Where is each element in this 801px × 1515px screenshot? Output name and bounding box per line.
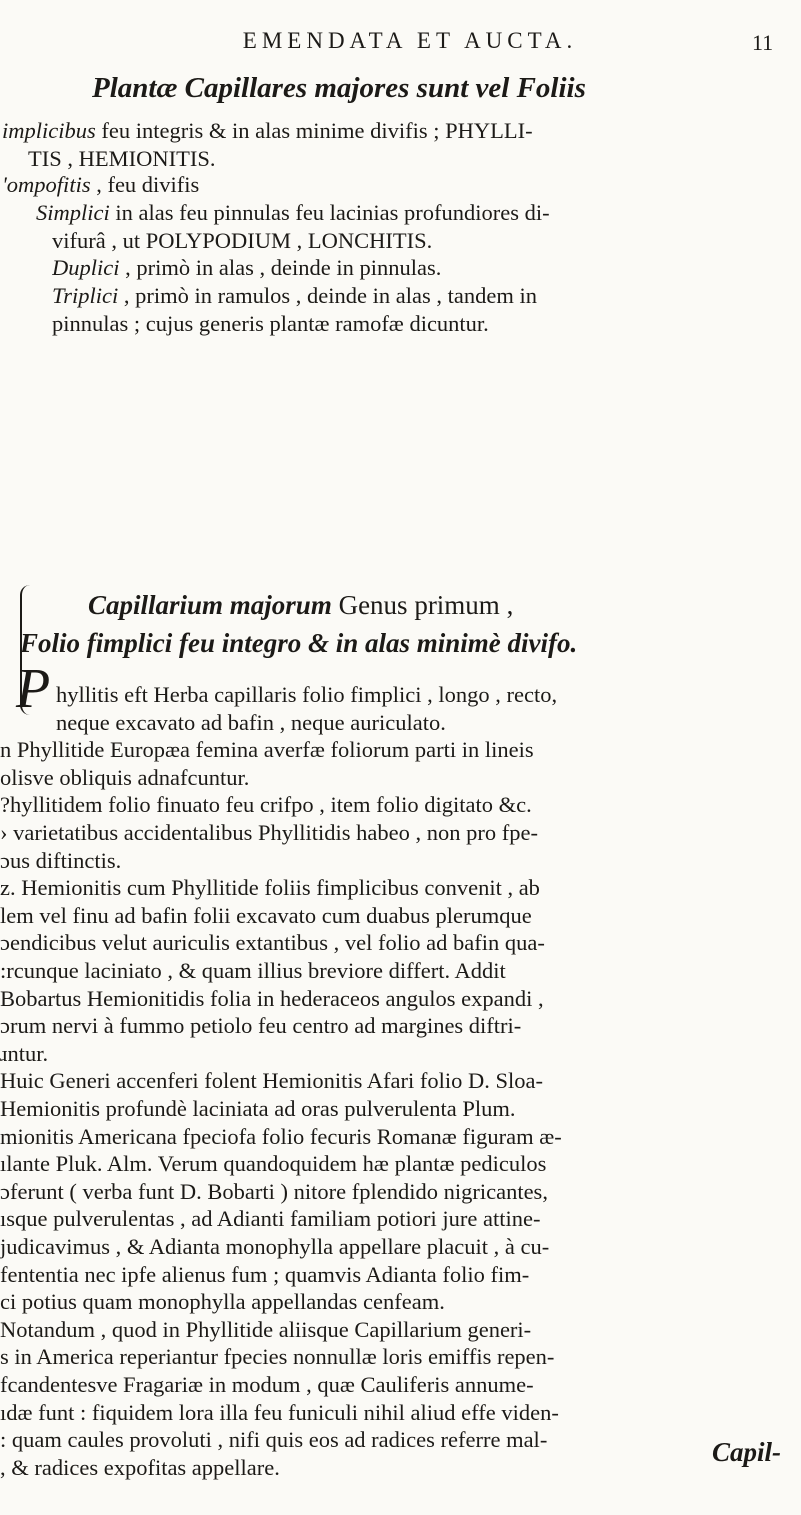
body-line: Notandum , quod in Phyllitide aliisque Capillarium generi- <box>0 1316 532 1342</box>
body-line: s in America reperiantur fpecies nonnullæ loris emiffis repen- <box>0 1344 555 1370</box>
genus-heading-line2: Folio fimplici feu integro & in alas minimè divifo. <box>20 628 578 658</box>
body-line: Huic Generi accenferi folent Hemionitis Afari folio D. Sloa- <box>0 1068 543 1094</box>
body-line: ?hyllitidem folio finuato feu crifpo , item folio digitato &c. <box>0 792 532 818</box>
body-line: olisve obliquis adnafcuntur. <box>0 764 250 790</box>
genus-heading-line1 <box>88 590 801 621</box>
body-line: hyllitis eft Herba capillaris folio fimplici , longo , recto, <box>56 682 558 707</box>
section-title: Plantæ Capillares majores sunt vel Foliis <box>92 72 586 104</box>
body-line: ɹntur. <box>0 1040 49 1066</box>
intro-line <box>52 255 801 281</box>
intro-text: , feu divifis <box>90 172 200 197</box>
body-line: :rcunque laciniato , & quam illius breviore differt. Addit <box>0 958 506 983</box>
genus-heading-rest: Genus primum , <box>331 590 514 620</box>
intro-text: vifurâ , ut POLYPODIUM , LONCHITIS. <box>52 228 433 253</box>
intro-line <box>52 228 801 254</box>
intro-line <box>28 146 801 172</box>
catchword: Capil- <box>712 1437 782 1467</box>
intro-italic: implicibus <box>2 118 96 143</box>
intro-text: in alas feu pinnulas feu lacinias profundiores di- <box>109 200 550 225</box>
body-line: ɔferunt ( verba funt D. Bobarti ) nitore fplendido nigricantes, <box>0 1178 548 1204</box>
intro-line <box>36 200 801 226</box>
intro-italic: 'ompofitis <box>2 172 91 197</box>
body-line: Hemionitis profundè laciniata ad oras pulverulenta Plum. <box>0 1096 516 1121</box>
body-line: , & radices expofitas appellare. <box>0 1454 280 1480</box>
intro-text: feu integris & in alas minime divifis ; PHYLLI- <box>95 118 533 143</box>
intro-line <box>52 311 801 337</box>
genus-heading-italic: Capillarium majorum <box>88 590 332 620</box>
running-head: EMENDATA ET AUCTA. <box>242 28 578 53</box>
page-number: 11 <box>752 30 774 55</box>
body-line: fcandentesve Fragariæ in modum , quæ Cauliferis annume- <box>0 1372 534 1397</box>
body-line: n Phyllitide Europæa femina averfæ foliorum parti in lineis <box>0 737 534 763</box>
intro-text: TIS , HEMIONITIS. <box>28 146 216 171</box>
body-line: ci potius quam monophylla appellandas cenfeam. <box>0 1289 445 1315</box>
body-line: : quam caules provoluti , nifi quis eos ad radices referre mal- <box>0 1427 548 1453</box>
intro-italic: Duplici <box>52 255 120 280</box>
body-line: ɔus diftinctis. <box>0 847 122 873</box>
intro-italic: Triplici <box>52 283 119 308</box>
intro-italic: Simplici <box>36 200 110 225</box>
intro-line <box>2 172 797 198</box>
body-line: neque excavato ad bafin , neque auriculato. <box>56 709 446 735</box>
body-line: mionitis Americana fpeciofa folio fecuris Romanæ figuram æ- <box>0 1123 562 1149</box>
body-line: › varietatibus accidentalibus Phyllitidis habeo , non pro fpe- <box>0 820 538 845</box>
body-line: lem vel finu ad bafin folii excavato cum duabus plerumque <box>0 902 532 928</box>
body-line: fententia nec ipfe alienus fum ; quamvis Adianta folio fim- <box>0 1261 530 1287</box>
intro-text: , primò in ramulos , deinde in alas , tandem in <box>118 283 537 308</box>
intro-text: , primò in alas , deinde in pinnulas. <box>119 255 442 280</box>
body-line: Bobartus Hemionitidis folia in hederaceos angulos expandi , <box>0 985 544 1011</box>
intro-line <box>52 283 801 309</box>
intro-text: pinnulas ; cujus generis plantæ ramofæ dicuntur. <box>52 311 489 336</box>
body-line: judicavimus , & Adianta monophylla appellare placuit , à cu- <box>0 1234 550 1259</box>
body-line: ɔendicibus velut auriculis extantibus , vel folio ad bafin qua- <box>0 930 545 956</box>
body-line: z. Hemionitis cum Phyllitide foliis fimplicibus convenit , ab <box>0 875 540 901</box>
intro-line <box>2 118 797 144</box>
body-line: ıdæ funt : fiquidem lora illa feu funiculi nihil aliud effe viden- <box>0 1399 559 1425</box>
body-line: ılante Pluk. Alm. Verum quandoquidem hæ plantæ pediculos <box>0 1151 547 1177</box>
body-line: ısque pulverulentas , ad Adianti familiam potiori jure attine- <box>0 1206 541 1232</box>
drop-cap: P <box>16 658 51 720</box>
body-line: ɔrum nervi à fummo petiolo feu centro ad margines diftri- <box>0 1013 522 1039</box>
